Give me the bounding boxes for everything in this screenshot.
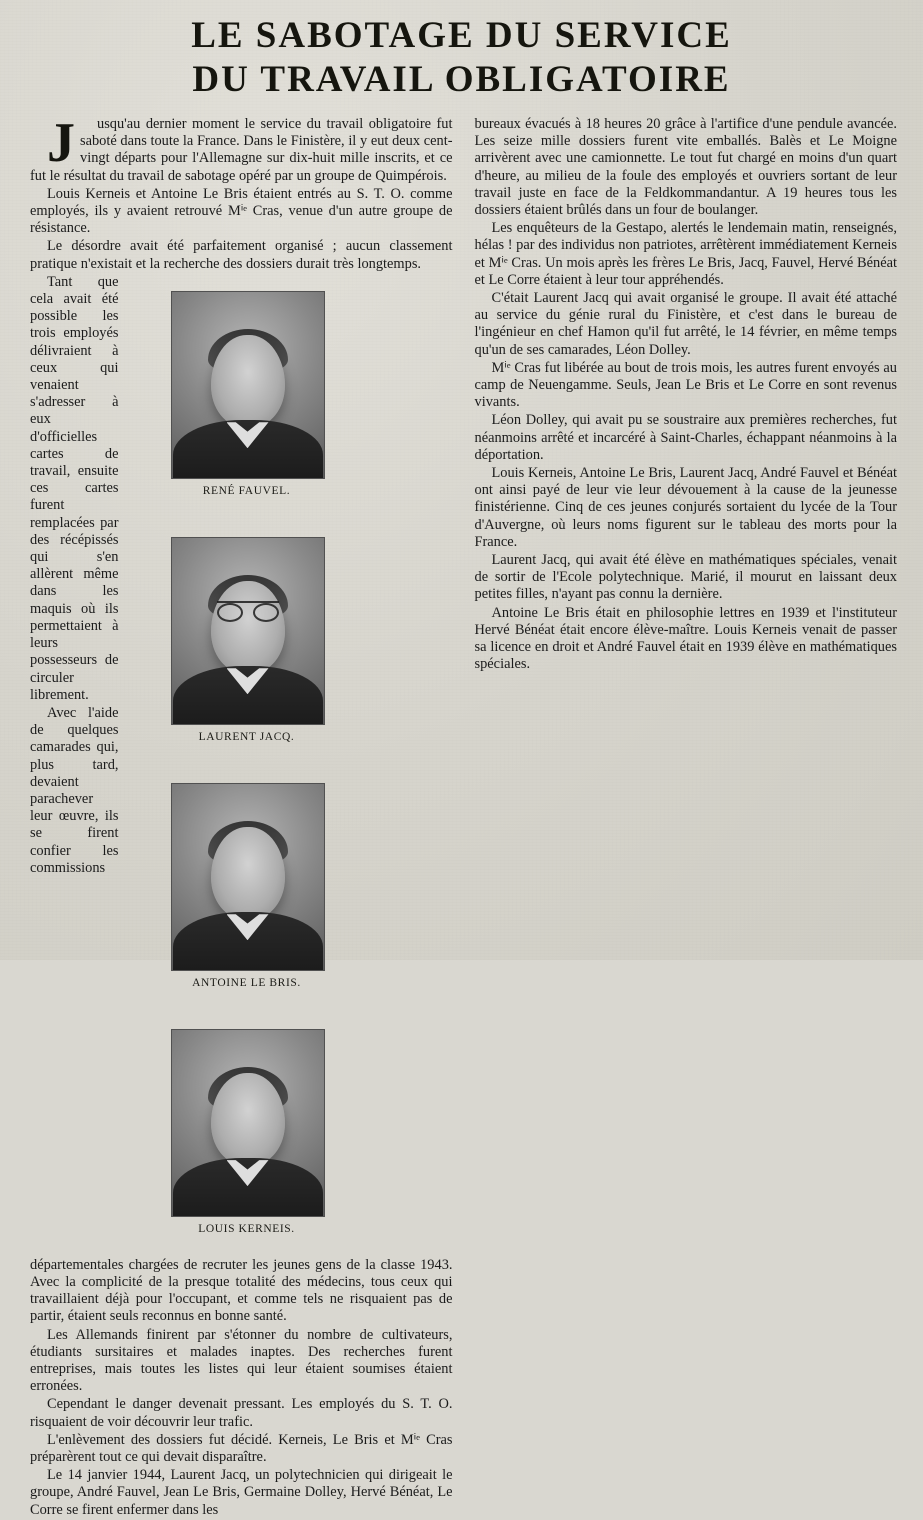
- portrait-image: [171, 537, 325, 725]
- paragraph: Le 14 janvier 1944, Laurent Jacq, un polytechnicien qui dirigeait le groupe, André Fauvel, Jean Le Bris, Germaine Dolley, Hervé Bénéat, Le Corre se firent enfermer dans les: [30, 1467, 453, 1518]
- portrait-suit: [173, 912, 323, 970]
- left-column: [30, 112, 453, 1520]
- portrait-laurent-jacq: [171, 537, 323, 746]
- portrait-face: [211, 827, 285, 919]
- title-line-1: LE SABOTAGE DU SERVICE: [191, 15, 732, 56]
- paragraph: Le désordre avait été parfaitement organisé ; aucun classement pratique n'existait et la recherche des dossiers durait très longtemps.: [30, 238, 453, 272]
- portrait-rene-fauvel: [171, 291, 323, 500]
- paragraph: Tant que cela avait été possible les trois employés délivraient à ceux qui venaient s'adresser à eux d'officielles cartes de travail, ensuite ces cartes furent remplacées par des récépissés qui s'en allèrent même dans les maquis où ils permettaient à leurs possesseurs de circuler librement.: [30, 273, 119, 703]
- portrait-antoine-le-bris: [171, 783, 323, 992]
- paragraph: Louis Kerneis, Antoine Le Bris, Laurent Jacq, André Fauvel et Bénéat ont ainsi payé de leur vie leur dévouement à la cause de la jeunesse finistérienne. Cinq de ces jeunes conjurés sortaient du lycée de la Tour d'Auvergne, où leurs noms figurent sur le tableau des morts pour la France.: [474, 465, 897, 550]
- photo-gallery: [131, 277, 453, 1253]
- paragraph: C'était Laurent Jacq qui avait organisé le groupe. Il avait été attaché au service du génie rural du Finistère, et c'est dans le bureau de l'ingénieur en chef Hamon qu'il fut arrêté, le 14 février, en même temps qu'un de ses camarades, Léon Dolley.: [474, 290, 897, 358]
- lead-paragraph: [30, 112, 453, 185]
- title-line-2: DU TRAVAIL OBLIGATOIRE: [192, 59, 731, 100]
- portrait-image: [171, 783, 325, 971]
- paragraph: Antoine Le Bris était en philosophie lettres en 1939 et l'instituteur Hervé Bénéat était encore élève-maître. Louis Kerneis venait de passer sa licence en droit et André Fauvel était en 1939 élève en mathématiques spéciales.: [474, 604, 897, 673]
- portrait-caption: LAURENT JACQ.: [198, 731, 295, 744]
- portrait-suit: [173, 666, 323, 724]
- paragraph: Les enquêteurs de la Gestapo, alertés le lendemain matin, renseignés, hélas ! par des individus non patriotes, arrêtèrent immédiatement Kerneis et Mⁱᵉ Cras. Un mois après les frères Le Bris, Jacq, Fauvel, Hervé Bénéat et Le Corre étaient à leur tour appréhendés.: [474, 220, 897, 288]
- portrait-image: [171, 1029, 325, 1217]
- paragraph: L'enlèvement des dossiers fut décidé. Kerneis, Le Bris et Mⁱᵉ Cras préparèrent tout ce qui devait disparaître.: [30, 1431, 453, 1465]
- portrait-face: [211, 1073, 285, 1165]
- paragraph: Léon Dolley, qui avait pu se soustraire aux premières recherches, fut néanmoins arrêté et incarcéré à Saint-Charles, échappant néanmoins à la déportation.: [474, 412, 897, 463]
- portrait-caption: LOUIS KERNEIS.: [198, 1223, 295, 1236]
- portrait-caption: ANTOINE LE BRIS.: [192, 977, 301, 990]
- glasses-icon: [217, 601, 279, 618]
- paragraph: bureaux évacués à 18 heures 20 grâce à l'artifice d'une pendule avancée. Les seize mille dossiers furent vite emballés. Balès et Le Moigne arrivèrent avec une camionnette. Le tout fut chargé en moins d'un quart d'heure, au milieu de la foule des employés et ouvriers sortant de leur travail juste en face de la Feldkommandantur. A 19 heures tous les dossiers étaient brûlés dans un four de boulanger.: [474, 116, 897, 219]
- article-columns: [0, 112, 923, 1520]
- paragraph: Mⁱᵉ Cras fut libérée au bout de trois mois, les autres furent envoyés au camp de Neuengamme. Seuls, Jean Le Bris et Le Corre en sont revenus vivants.: [474, 359, 897, 411]
- portrait-caption: RENÉ FAUVEL.: [202, 485, 291, 498]
- portrait-suit: [173, 1158, 323, 1216]
- portrait-face: [211, 335, 285, 427]
- paragraph: Les Allemands finirent par s'étonner du nombre de cultivateurs, étudiants sursitaires et malades inaptes. Des recherches furent entreprises, mais toutes les listes qui leur étaient soumises étaient erronées.: [30, 1326, 453, 1395]
- paragraph: Laurent Jacq, qui avait été élève en mathématiques spéciales, venait de sortir de l'Ecole polytechnique. Marié, il mourut en laissant deux petites filles, n'ayant pas connu la dernière.: [474, 552, 897, 603]
- portrait-face: [211, 581, 285, 673]
- drop-cap: J: [47, 112, 75, 174]
- page-title: [0, 0, 923, 102]
- portrait-suit: [173, 420, 323, 478]
- portrait-image: [171, 291, 325, 479]
- paragraph: Avec l'aide de quelques camarades qui, plus tard, devaient parachever leur œuvre, ils se firent confier les commissions départementales chargées de recruter les jeunes gens de la classe 1943. Avec la complicité de la presque totalité des médecins, tous ceux qui travaillaient déjà pour l'occupant, et comme tels ne risquaient pas de partir, étaient seuls reconnus en bonne santé.: [30, 704, 453, 1325]
- lead-paragraph-text: usqu'au dernier moment le service du travail obligatoire fut saboté dans toute la France. Dans le Finistère, il y eut deux cent-vingt départs pour l'Allemagne sur dix-huit mille inscrits, et ce fut le résultat du travail de sabotage opéré par un groupe de Quimpérois.: [30, 116, 453, 184]
- paragraph: Cependant le danger devenait pressant. Les employés du S. T. O. risquaient de voir découvrir leur trafic.: [30, 1396, 453, 1430]
- right-column: [475, 116, 898, 1520]
- portrait-louis-kerneis: [171, 1029, 323, 1238]
- paragraph: Louis Kerneis et Antoine Le Bris étaient entrés au S. T. O. comme employés, ils y avaient retrouvé Mⁱᵉ Cras, venue d'un autre groupe de résistance.: [30, 185, 453, 237]
